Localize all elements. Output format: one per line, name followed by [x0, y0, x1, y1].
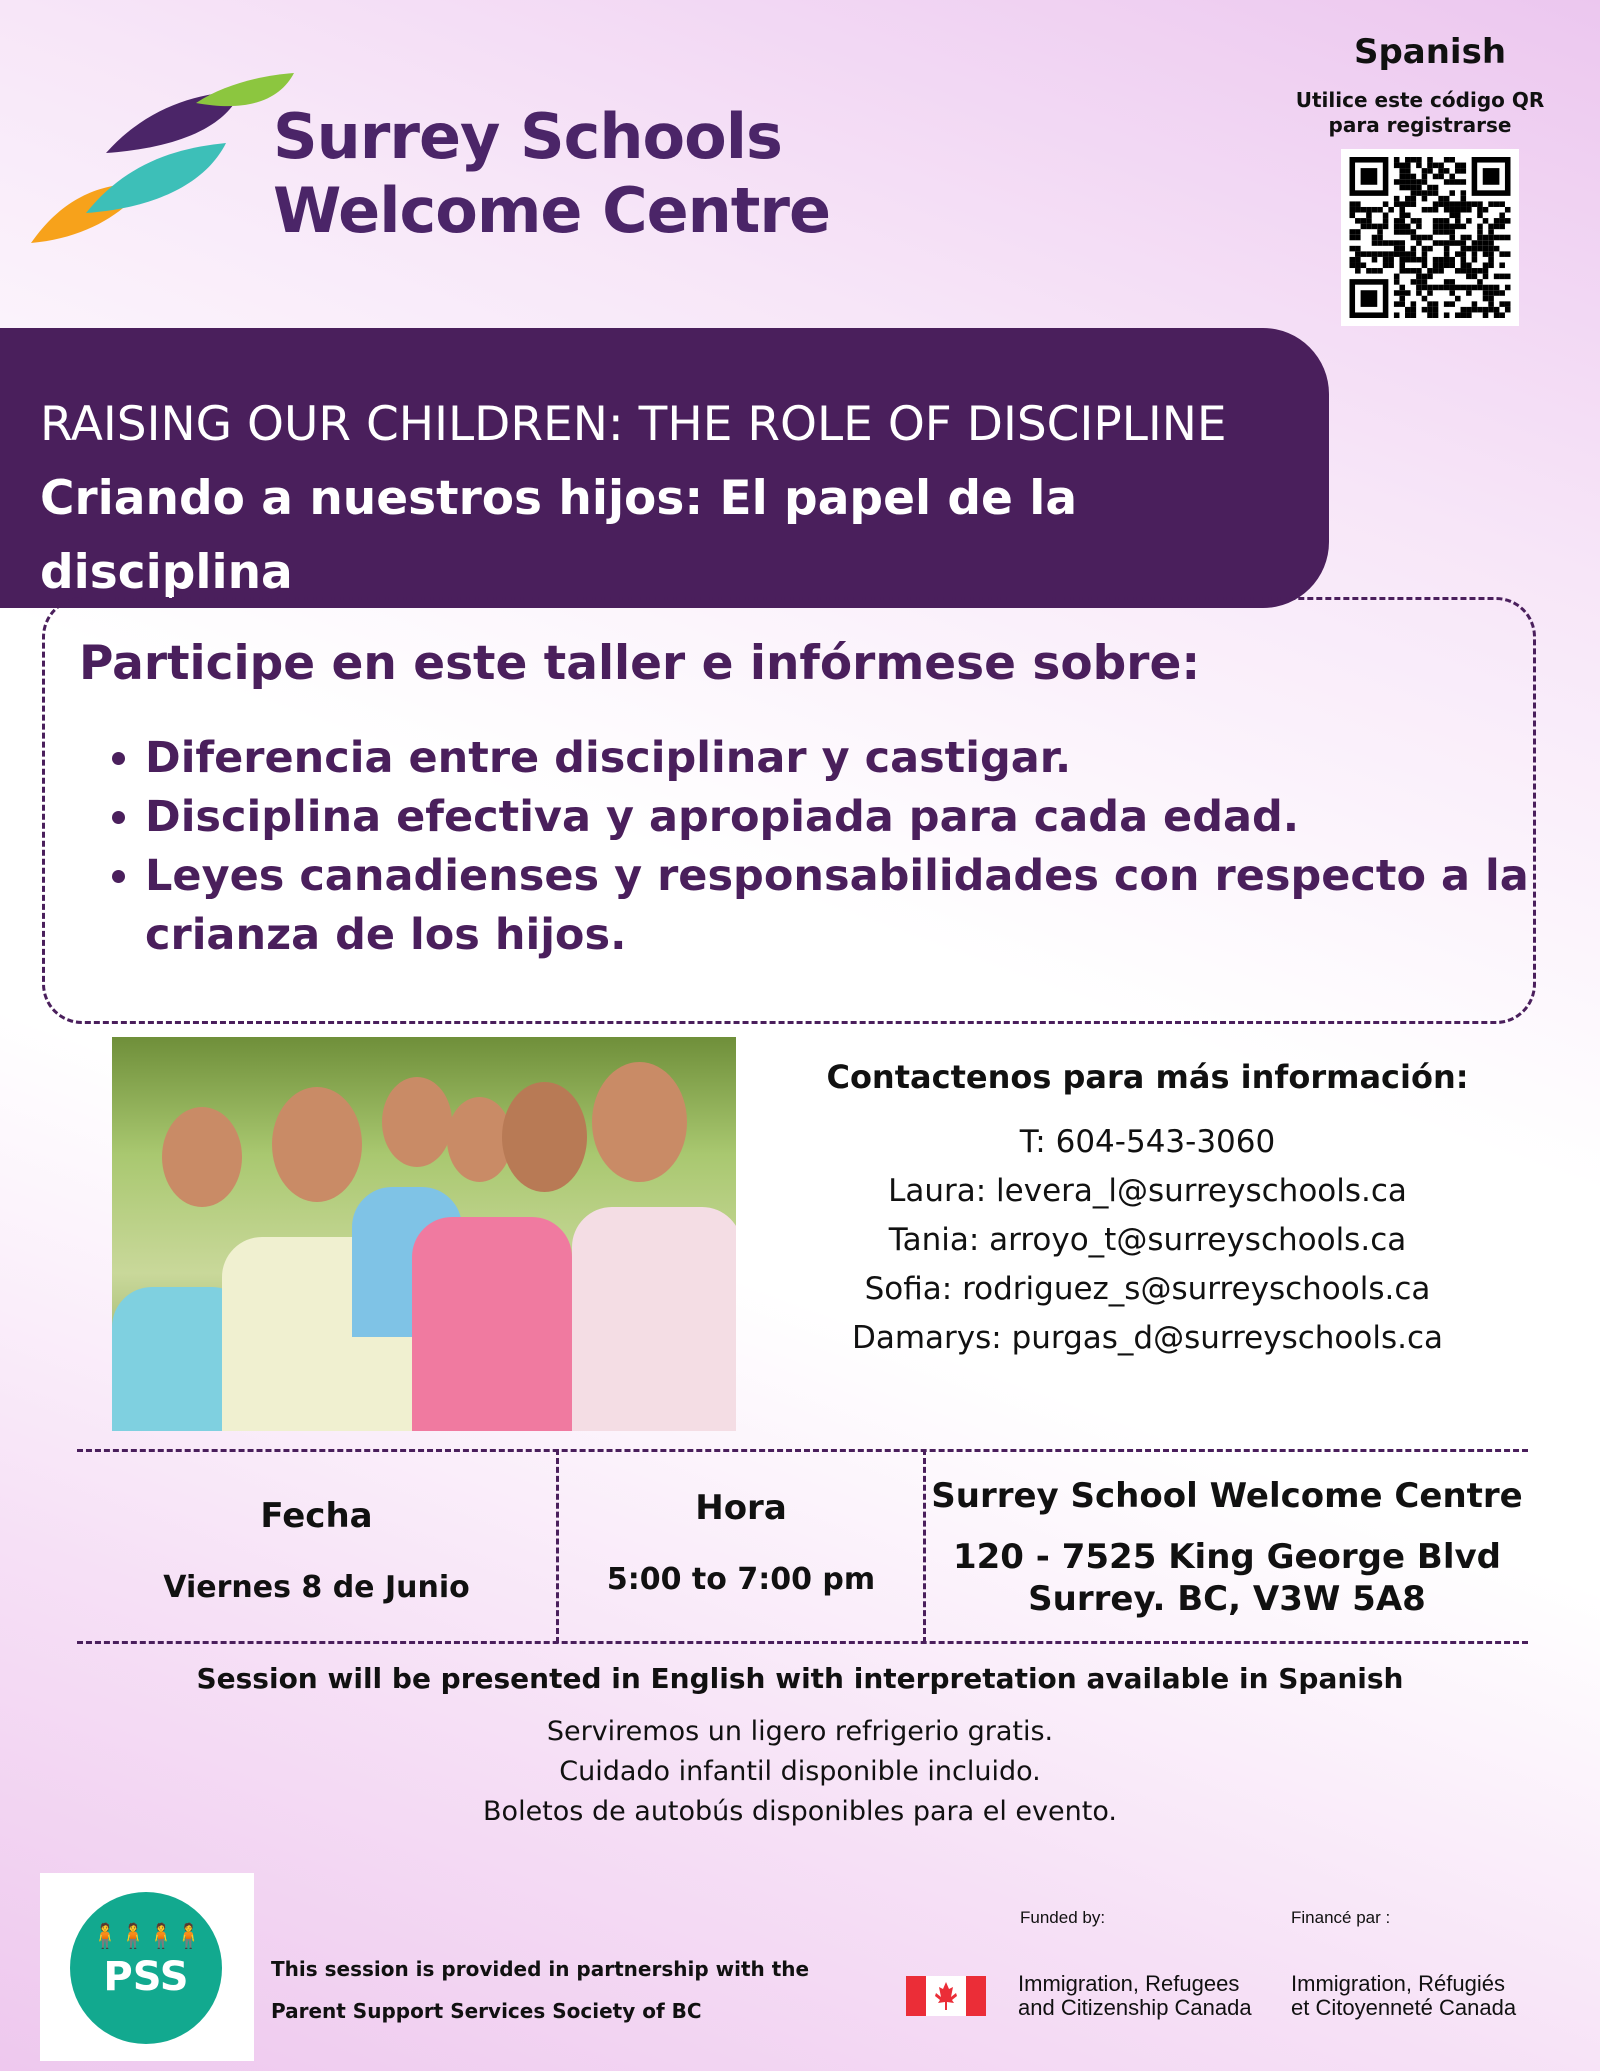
contact-heading: Contactenos para más información: [826, 1058, 1469, 1096]
partnership-line-1: This session is provided in partnership with the [271, 1957, 810, 1981]
venue-address-1: 120 - 7525 King George Blvd [952, 1537, 1501, 1577]
funded-by-en: Funded by: [1020, 1908, 1106, 1927]
date-cell [77, 1496, 556, 1605]
venue-name: Surrey School Welcome Centre [931, 1476, 1523, 1516]
ircc-en-line-1: Immigration, Refugees [1018, 1971, 1240, 1996]
topics-heading: Participe en este taller e infórmese sobre: [79, 636, 1201, 691]
partnership-text [271, 1948, 809, 2032]
qr-caption-line-2: para registrarse [1328, 113, 1512, 137]
topics-list [145, 729, 1533, 965]
qr-caption-line-1: Utilice este código QR [1295, 88, 1545, 112]
time-cell [559, 1488, 923, 1597]
title-banner [0, 328, 1329, 608]
ircc-en-line-2: and Citizenship Canada [1018, 1995, 1252, 2020]
topic-item: • Diferencia entre disciplinar y castigar. [145, 729, 1533, 788]
family-photo [112, 1037, 736, 1431]
funded-by-fr: Financé par : [1291, 1908, 1391, 1927]
qr-caption [1270, 88, 1570, 138]
topic-item: • Leyes canadienses y responsabilidades con respecto a la crianza de los hijos. [145, 847, 1533, 965]
divider [77, 1449, 1528, 1452]
title-english: RAISING OUR CHILDREN: THE ROLE OF DISCIPLINE [40, 397, 1227, 452]
topic-item: • Disciplina efectiva y apropiada para cada edad. [145, 788, 1533, 847]
people-icon: 🧍🧍🧍🧍 [90, 1922, 202, 1950]
ircc-fr-line-1: Immigration, Réfugiés [1291, 1971, 1505, 1996]
note: Serviremos un ligero refrigerio gratis. [546, 1716, 1054, 1747]
contact-email[interactable]: Laura: levera_l@surreyschools.ca [888, 1173, 1407, 1209]
date-label: Fecha [260, 1496, 373, 1536]
divider [77, 1641, 1528, 1644]
partnership-line-2: Parent Support Services Society of BC [271, 1999, 702, 2023]
event-notes [0, 1712, 1600, 1832]
canada-flag-icon [906, 1976, 986, 2016]
logo-icon [26, 73, 296, 248]
note: Boletos de autobús disponibles para el evento. [483, 1796, 1117, 1827]
venue-address-2: Surrey. BC, V3W 5A8 [1028, 1579, 1426, 1619]
contact-section [780, 1058, 1515, 1363]
date-value: Viernes 8 de Junio [163, 1570, 470, 1605]
topics-box [42, 597, 1536, 1024]
time-label: Hora [695, 1488, 787, 1528]
pss-logo [40, 1873, 254, 2061]
venue-cell [926, 1476, 1528, 1620]
logo-text [273, 100, 830, 248]
contact-email[interactable]: Sofia: rodriguez_s@surreyschools.ca [864, 1271, 1431, 1307]
language-label: Spanish [1353, 32, 1507, 72]
logo-line-1: Surrey Schools [273, 100, 782, 173]
logo-line-2: Welcome Centre [273, 174, 831, 247]
contact-email[interactable]: Damarys: purgas_d@surreyschools.ca [851, 1320, 1444, 1356]
time-value: 5:00 to 7:00 pm [606, 1562, 876, 1597]
ircc-fr-line-2: et Citoyenneté Canada [1291, 1995, 1517, 2020]
ircc-name-fr [1291, 1972, 1516, 2020]
contact-phone: T: 604-543-3060 [1019, 1124, 1276, 1160]
note: Cuidado infantil disponible incluido. [559, 1756, 1041, 1787]
title-spanish: Criando a nuestros hijos: El papel de la disciplina [40, 471, 1078, 600]
registration-qr-code[interactable] [1341, 149, 1519, 326]
session-language-note: Session will be presented in English with interpretation available in Spanish [196, 1662, 1404, 1695]
pss-logo-text: PSS [103, 1954, 189, 2000]
ircc-name-en [1018, 1972, 1252, 2020]
contact-email[interactable]: Tania: arroyo_t@surreyschools.ca [888, 1222, 1407, 1258]
